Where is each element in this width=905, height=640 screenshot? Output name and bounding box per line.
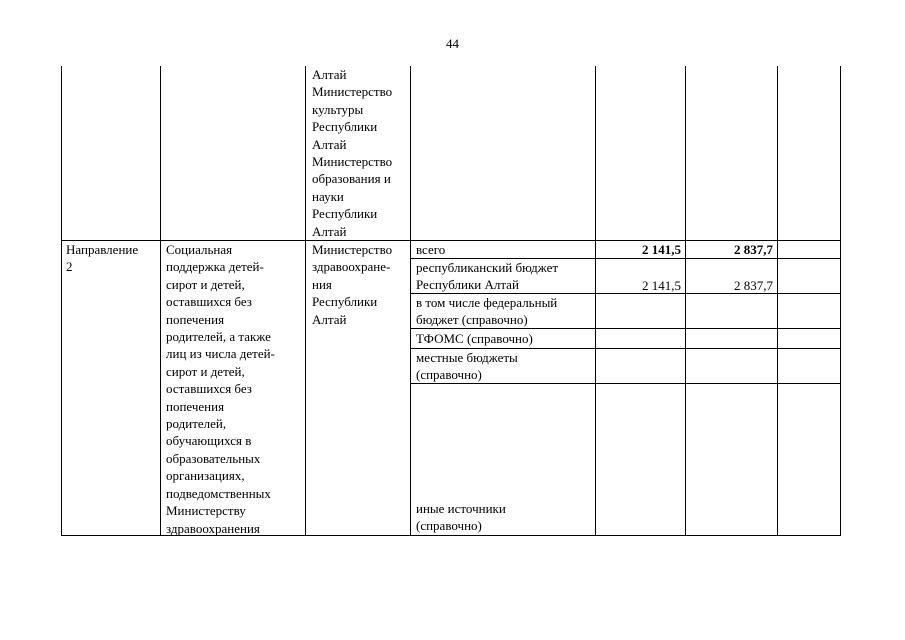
source-label-other-sources: иные источники (справочно) xyxy=(416,501,506,534)
activity-name-cell: Социальная поддержка детей- сирот и детей, оставшихся без попечения родителей, а также лиц из числа детей- сирот и детей, оставшихся без попечения родителей, обучающихся в образовательных организациях, подведомственных Министерству здравоохранения xyxy=(166,242,275,536)
column-divider xyxy=(595,66,596,536)
table-border-right xyxy=(840,66,841,536)
responsible-cell: Министерство здравоохране- ния Республики Алтай xyxy=(312,242,393,327)
direction-cell: Направление 2 xyxy=(66,242,139,275)
column-divider xyxy=(410,66,411,536)
column-divider xyxy=(160,66,161,536)
column-divider xyxy=(777,66,778,536)
column-divider xyxy=(685,66,686,536)
source-label-regional-budget: республиканский бюджет Республики Алтай xyxy=(416,260,559,293)
source-label-local-budgets: местные бюджеты (справочно) xyxy=(416,350,518,383)
page-number: 44 xyxy=(446,36,459,51)
value-total-col1: 2 141,5 xyxy=(642,242,681,257)
table-border-left xyxy=(61,66,62,536)
column-divider xyxy=(305,66,306,536)
value-total-col2: 2 837,7 xyxy=(734,242,773,257)
value-regional-col2: 2 837,7 xyxy=(734,278,773,293)
source-label-federal-budget: в том числе федеральный бюджет (справочно) xyxy=(416,295,558,328)
value-regional-col1: 2 141,5 xyxy=(642,278,681,293)
continued-responsible-cell: Алтай Министерство культуры Республики Алтай Министерство образования и науки Республики Алтай xyxy=(312,67,393,239)
source-label-total: всего xyxy=(416,242,446,257)
source-label-tfoms: ТФОМС (справочно) xyxy=(416,331,533,346)
